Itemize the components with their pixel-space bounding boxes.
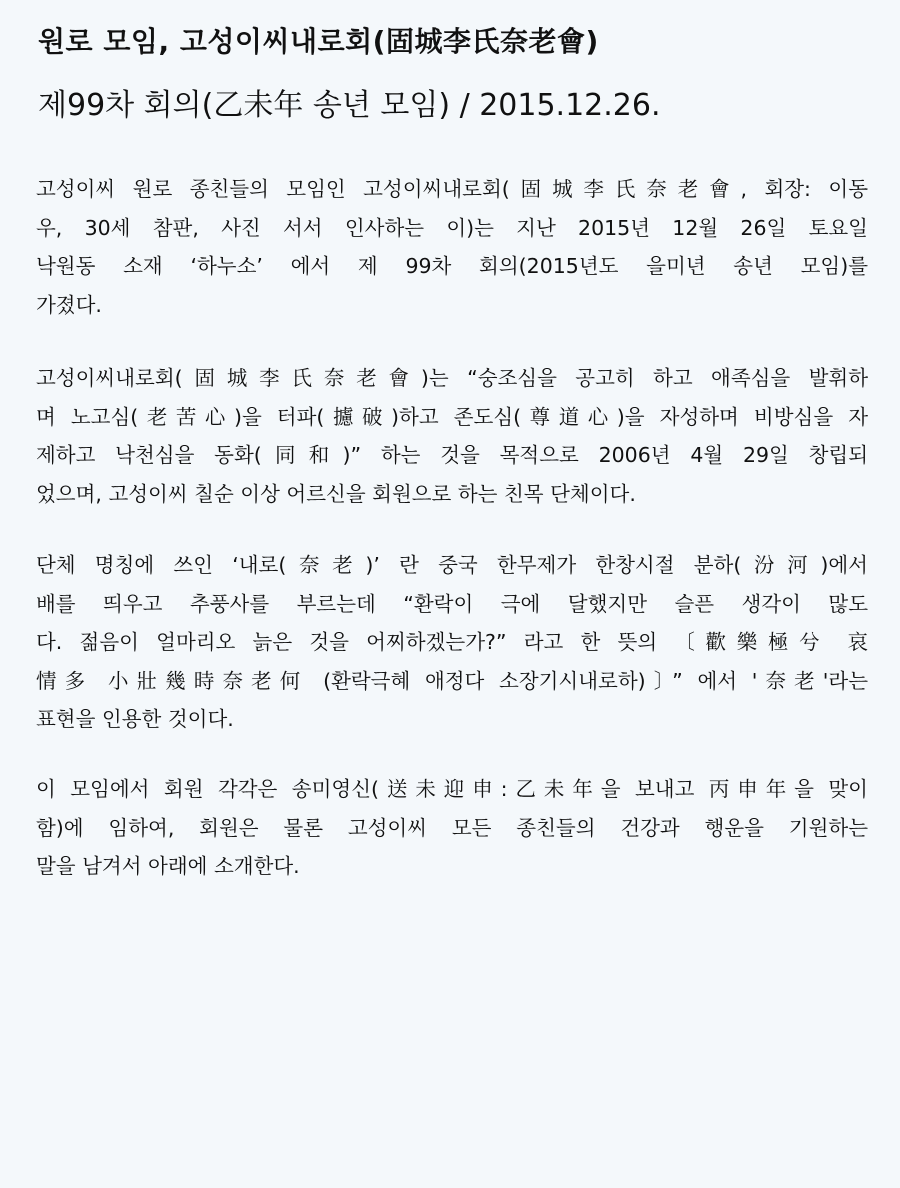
- paragraph-line: 고성이씨 원로 종친들의 모임인 고성이씨내로회(固城李氏奈老會, 회장: 이동: [36, 177, 868, 201]
- paragraph-line: 情多 小壯幾時奈老何 (환락극혜 애정다 소장기시내로하)〕” 에서 '奈老'라는: [36, 668, 868, 693]
- paragraph-line: 었으며, 고성이씨 칠순 이상 어르신을 회원으로 하는 친목 단체이다.: [36, 481, 636, 506]
- paragraph-line: 다. 젊음이 얼마리오 늙은 것을 어찌하겠는가?” 라고 한 뜻의 〔歡樂極兮 哀: [36, 630, 868, 654]
- paragraph-line: 낙원동 소재 ‘하누소’ 에서 제 99차 회의(2015년도 을미년 송년 모임)를: [36, 254, 868, 278]
- paragraph-name-origin: [36, 546, 868, 739]
- paragraph-line: 표현을 인용한 것이다.: [36, 707, 234, 731]
- document-title: 원로 모임, 고성이씨내로회(固城李氏奈老會): [38, 25, 599, 58]
- paragraph-line: 말을 남겨서 아래에 소개한다.: [36, 854, 300, 878]
- paragraph-line: 함)에 임하여, 회원은 물론 고성이씨 모든 종친들의 건강과 행운을 기원하는: [36, 815, 868, 840]
- paragraph-line: 배를 띄우고 추풍사를 부르는데 “환락이 극에 달했지만 슬픈 생각이 많도: [36, 591, 868, 616]
- paragraph-line: 우, 30세 참판, 사진 서서 인사하는 이)는 지난 2015년 12월 26일 토요일: [36, 215, 868, 240]
- paragraph-line: 고성이씨내로회(固城李氏奈老會)는 “숭조심을 공고히 하고 애족심을 발휘하: [36, 366, 868, 390]
- paragraph-closing: [36, 770, 868, 886]
- document-subtitle: 제99차 회의(乙未年 송년 모임) / 2015.12.26.: [38, 88, 661, 123]
- paragraph-intro: [36, 170, 868, 324]
- paragraph-purpose: [36, 359, 868, 513]
- paragraph-line: 가졌다.: [36, 292, 102, 317]
- paragraph-line: 이 모임에서 회원 각각은 송미영신(送未迎申:乙未年을 보내고 丙申年을 맞이: [36, 777, 868, 801]
- paragraph-line: 제하고 낙천심을 동화(同和)” 하는 것을 목적으로 2006년 4월 29일 창립되: [36, 443, 868, 467]
- paragraph-line: 며 노고심(老苦心)을 터파(攄破)하고 존도심(尊道心)을 자성하며 비방심을 자: [36, 404, 868, 429]
- paragraph-line: 단체 명칭에 쓰인 ‘내로(奈老)’ 란 중국 한무제가 한창시절 분하(汾河)에서: [36, 553, 868, 577]
